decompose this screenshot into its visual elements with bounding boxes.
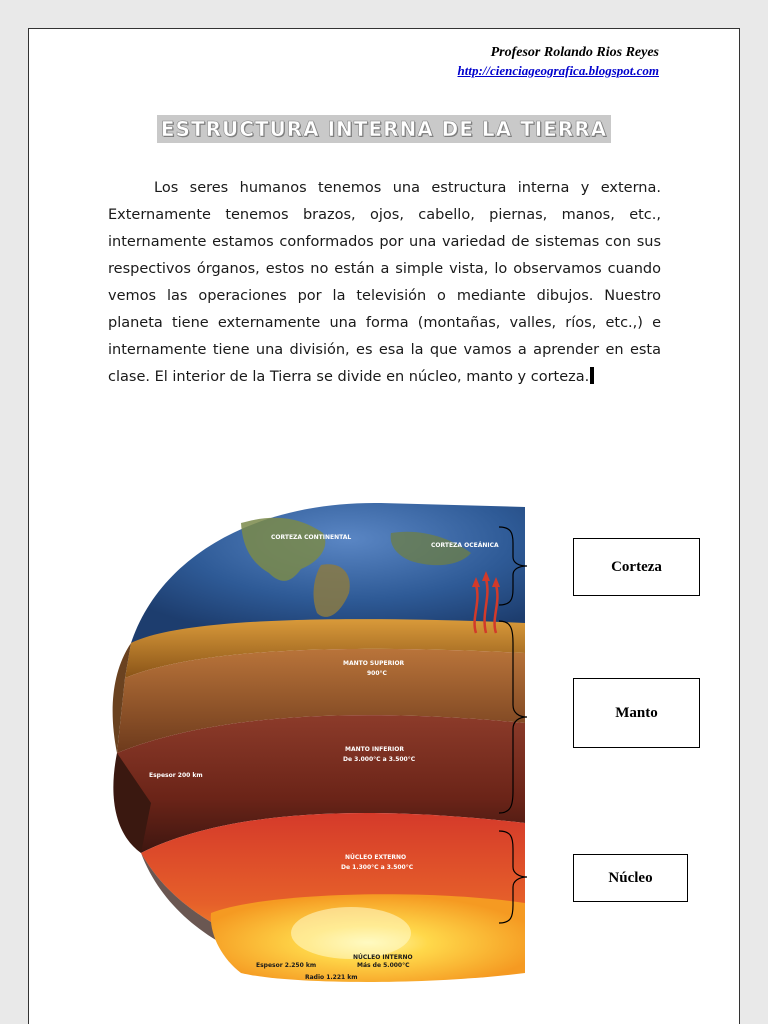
fig-nucleo-externo-temp: De 1.300°C a 3.500°C [341, 864, 414, 871]
author-name: Profesor Rolando Rios Reyes [490, 45, 659, 60]
fig-radio: Radio 1.221 km [305, 974, 358, 981]
fig-manto-inferior: MANTO INFERIOR [345, 746, 404, 753]
fig-nucleo-externo: NÚCLEO EXTERNO [345, 854, 407, 861]
page-title: ESTRUCTURA INTERNA DE LA TIERRA [157, 115, 611, 143]
manto-label-box [573, 678, 700, 748]
blog-link[interactable]: http://cienciageografica.blogspot.com [457, 63, 659, 78]
intro-paragraph [108, 175, 661, 391]
manto-brace [497, 619, 551, 815]
nucleo-label: Núcleo [608, 869, 653, 886]
title-wrap [29, 115, 739, 143]
fig-manto-superior: MANTO SUPERIOR [343, 660, 405, 667]
fig-corteza-oceanica: CORTEZA OCEÁNICA [431, 542, 499, 549]
corteza-label: Corteza [611, 558, 662, 575]
fig-corteza-continental: CORTEZA CONTINENTAL [271, 534, 352, 541]
manto-label: Manto [615, 704, 658, 721]
text-cursor [590, 367, 594, 384]
nucleo-label-box [573, 854, 688, 902]
fig-manto-superior-temp: 900°C [367, 670, 387, 677]
fig-manto-inferior-temp: De 3.000°C a 3.500°C [343, 756, 416, 763]
fig-espesor-nucleo: Espesor 2.250 km [256, 962, 317, 969]
earth-structure-illustration [91, 473, 525, 985]
corteza-label-box [573, 538, 700, 596]
fig-nucleo-interno: NÚCLEO INTERNO [353, 954, 413, 961]
fig-espesor-manto: Espesor 200 km [149, 772, 203, 779]
document-page [28, 28, 740, 1024]
corteza-brace [497, 525, 551, 607]
nucleo-brace [497, 829, 551, 925]
intro-paragraph-text: Los seres humanos tenemos una estructura interna y externa. Externamente tenemos brazos, ojos, cabello, piernas, manos, etc., internamente estamos conformados por una variedad de sistemas con sus respectivos órganos, estos no están a simple vista, lo observamos cuando vemos las operaciones por la televisión o mediante dibujos. Nuestro planeta tiene externamente una forma (montañas, valles, ríos, etc.,) e internamente tiene una división, es esa la que vamos a aprender en esta clase. El interior de la Tierra se divide en núcleo, manto y corteza. [108, 180, 661, 385]
fig-nucleo-interno-temp: Más de 5.000°C [357, 962, 410, 969]
